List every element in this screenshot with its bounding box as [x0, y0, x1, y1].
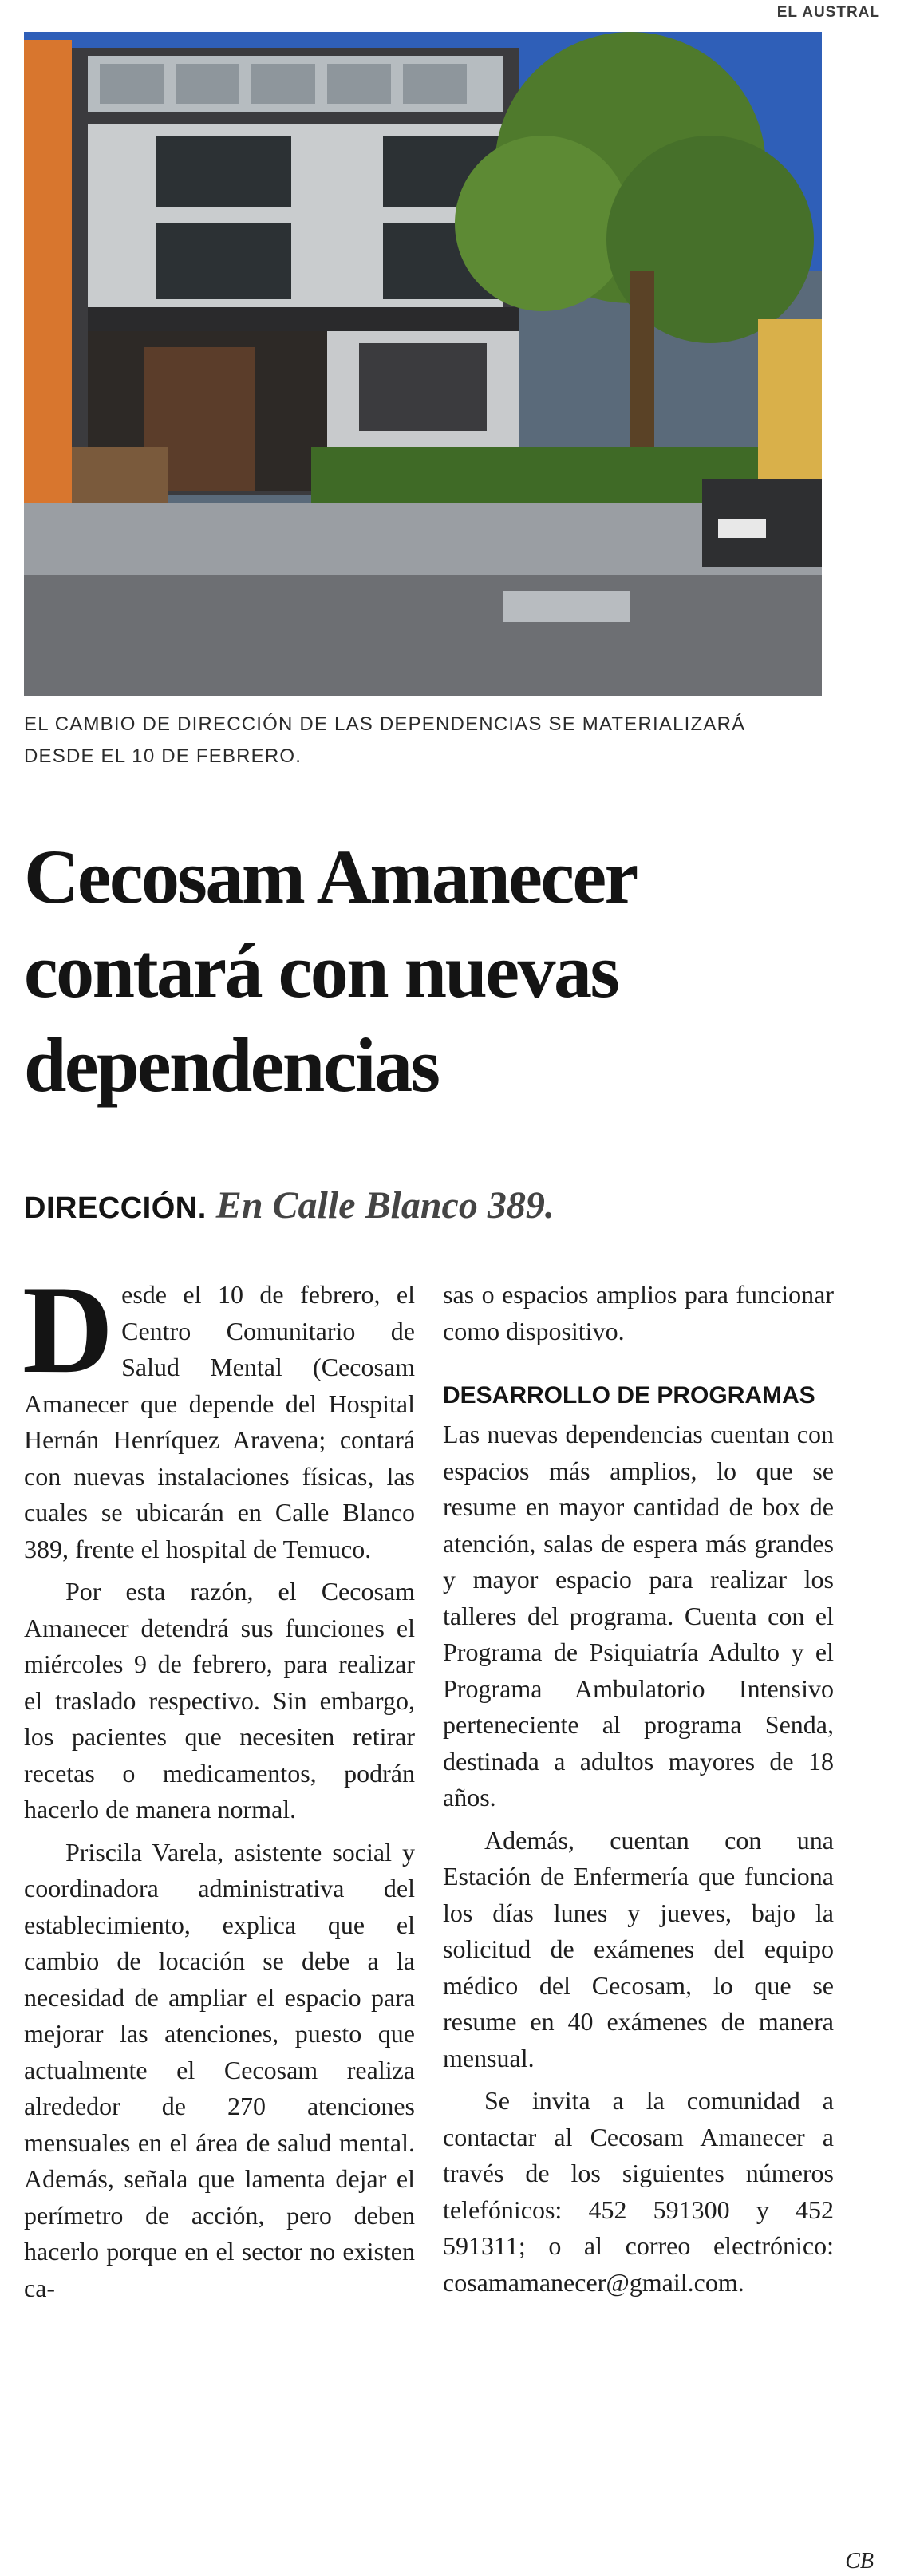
building-photo: [24, 32, 822, 696]
deck-value: En Calle Blanco 389.: [215, 1184, 555, 1227]
article-paragraph: [22, 1260, 415, 1567]
article-paragraph: Se invita a la comunidad a contactar al Cecosam Amanecer a través de los siguientes números telefónicos: 452 591300 y 452 591311; o al correo electrónico: cosamamanecer@gmail.com.: [443, 2086, 834, 2297]
article-paragraph: Las nuevas dependencias cuentan con espacios más amplios, lo que se resume en mayor cantidad de box de atención, salas de espera más grandes y mayor espacio para realizar los talleres del programa. Cuenta con el Programa de Psiquiatría Adulto y el Programa Ambulatorio Intensivo perteneciente al programa Senda, destinada a adultos mayores de 18 años.: [443, 1420, 834, 1811]
author-end-mark: CB: [845, 2549, 874, 2574]
article-paragraph-continued: sas o espacios amplios para funcionar como dispositivo.: [443, 1280, 834, 1345]
deck-label: DIRECCIÓN.: [24, 1191, 207, 1225]
article-column-left: [22, 1260, 415, 2313]
publication-label: EL AUSTRAL: [776, 4, 880, 21]
article-paragraph: Por esta razón, el Cecosam Amanecer detendrá sus funciones el miércoles 9 de febrero, para realizar el traslado respectivo. Sin embargo, los pacientes que necesiten retirar recetas o medicamentos, podrán hacerlo de manera normal.: [24, 1577, 415, 1823]
article-paragraph: Priscila Varela, asistente social y coordinadora administrativa del establecimiento, explica que el cambio de locación se debe a la necesidad de ampliar el espacio para mejorar las atenciones, puesto que actualmente el Cecosam realiza alrededor de 270 atenciones mensuales en el área de salud mental. Además, señala que lamenta dejar el perímetro de acción, pero deben hacerlo porque en el sector no existen ca-: [24, 1837, 415, 2302]
article-paragraph: Además, cuentan con una Estación de Enfermería que funciona los días lunes y jueves, bajo la solicitud de exámenes del equipo médico del Cecosam, lo que se resume en 40 exámenes de manera mensual.: [443, 1825, 834, 2072]
paragraph-text: esde el 10 de febrero, el Centro Comunitario de Salud Mental (Cecosam Amanecer que depende del Hospital Hernán Henríquez Aravena; contará con nuevas instalaciones físicas, las cuales se ubicarán en Calle Blanco 389, frente el hospital de Temuco.: [24, 1280, 415, 1563]
photo-caption: EL CAMBIO DE DIRECCIÓN DE LAS DEPENDENCIAS SE MATERIALIZARÁ DESDE EL 10 DE FEBRERO.: [24, 713, 746, 767]
section-subhead: DESARROLLO DE PROGRAMAS: [443, 1382, 815, 1409]
headline: Cecosam Amanecer contará con nuevas dependencias: [24, 834, 635, 1108]
address-deck: [24, 1178, 862, 1234]
dropcap: D: [22, 1260, 114, 1400]
article-column-right: [443, 1277, 834, 2307]
